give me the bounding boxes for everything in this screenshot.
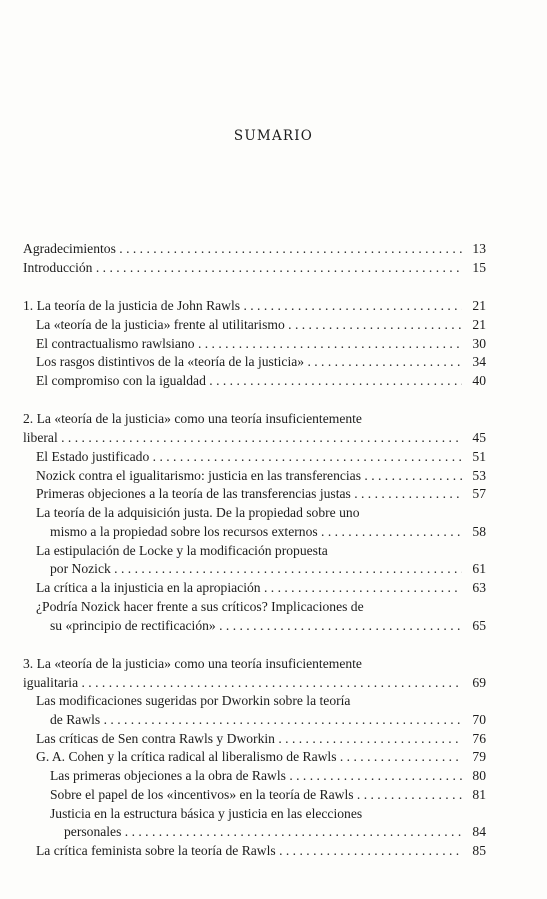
toc-entry-text: 1. La teoría de la justicia de John Rawls . . . (23, 297, 462, 315)
toc-entry-text: 2. La «teoría de la justicia» como una teoría insuficientemente (23, 411, 362, 426)
toc-entry (0, 259, 547, 277)
toc-entry-page: 21 (472, 317, 486, 332)
toc-entry (0, 467, 547, 485)
toc-entry-page: 61 (472, 561, 486, 576)
toc-entry-page: 69 (472, 675, 486, 690)
toc-entry-text: Introducción . . . (23, 259, 462, 277)
toc-entry-text: La crítica a la injusticia en la apropiación . . . (36, 579, 462, 597)
toc-chapter-heading (0, 297, 547, 315)
toc-entry-text: La «teoría de la justicia» frente al utilitarismo . . . (36, 316, 462, 334)
toc-entry (0, 617, 547, 635)
toc-entry-text: Agradecimientos . . . (23, 240, 462, 258)
toc-entry (0, 692, 547, 710)
toc-entry-text: G. A. Cohen y la crítica radical al liberalismo de Rawls . . . (36, 748, 462, 766)
toc-chapter-heading (0, 410, 547, 428)
toc-entry-page: 40 (472, 373, 486, 388)
toc-entry (0, 485, 547, 503)
toc-entry-page: 57 (472, 486, 486, 501)
toc-entry (0, 786, 547, 804)
toc-entry-page: 13 (472, 241, 486, 256)
toc-entry-page: 65 (472, 618, 486, 633)
toc-entry (0, 674, 547, 692)
toc-entry-text: su «principio de rectificación» . . . (50, 617, 462, 635)
toc-entry-page: 76 (472, 731, 486, 746)
toc-entry-page: 63 (472, 580, 486, 595)
toc-entry-text: mismo a la propiedad sobre los recursos externos . . . (50, 523, 462, 541)
toc-entry (0, 448, 547, 466)
toc-entry (0, 767, 547, 785)
toc-entry-text: La crítica feminista sobre la teoría de Rawls . . . (36, 842, 462, 860)
toc-entry (0, 372, 547, 390)
toc-entry-page: 85 (472, 843, 486, 858)
toc-entry-text: Primeras objeciones a la teoría de las transferencias justas . . . (36, 485, 462, 503)
toc-entry-text: Las críticas de Sen contra Rawls y Dworkin . . . (36, 730, 462, 748)
toc-entry-text: Justicia en la estructura básica y justicia en las elecciones (50, 806, 363, 821)
toc-entry-text: Sobre el papel de los «incentivos» en la teoría de Rawls . . . (50, 786, 462, 804)
toc-entry (0, 542, 547, 560)
toc-entry-text: Las modificaciones sugeridas por Dworkin sobre la teoría (36, 693, 351, 708)
toc-entry-text: El contractualismo rawlsiano . . . (36, 335, 462, 353)
toc-entry (0, 598, 547, 616)
toc-entry (0, 730, 547, 748)
toc-entry-text: El Estado justificado . . . (36, 448, 462, 466)
toc-entry-text: La estipulación de Locke y la modificación propuesta (36, 543, 328, 558)
toc-entry (0, 579, 547, 597)
toc-entry-page: 15 (472, 260, 486, 275)
toc-entry (0, 711, 547, 729)
toc-entry-page: 30 (472, 336, 486, 351)
toc-entry-page: 21 (472, 298, 486, 313)
toc-entry-page: 45 (472, 430, 486, 445)
toc-entry-page: 34 (472, 354, 486, 369)
toc-entry (0, 353, 547, 371)
toc-entry-text: 3. La «teoría de la justicia» como una teoría insuficientemente (23, 656, 362, 671)
toc-entry-page: 51 (472, 449, 486, 464)
toc-entry (0, 842, 547, 860)
toc-entry (0, 429, 547, 447)
toc-entry-text: ¿Podría Nozick hacer frente a sus críticos? Implicaciones de (36, 599, 364, 614)
toc-entry-page: 58 (472, 524, 486, 539)
toc-entry (0, 504, 547, 522)
toc-entry (0, 335, 547, 353)
toc-entry-text: Las primeras objeciones a la obra de Rawls . . . (50, 767, 462, 785)
toc-entry-page: 79 (472, 749, 486, 764)
page-title: SUMARIO (233, 128, 314, 144)
toc-entry-page: 53 (472, 468, 486, 483)
toc-entry-text: liberal . . . (23, 429, 462, 447)
toc-entry (0, 523, 547, 541)
toc-entry (0, 748, 547, 766)
toc-entry-page: 70 (472, 712, 486, 727)
toc-entry (0, 823, 547, 841)
toc-entry-text: por Nozick . . . (50, 560, 462, 578)
toc-entry (0, 805, 547, 823)
toc-entry-text: de Rawls . . . (50, 711, 462, 729)
toc-entry-text: Nozick contra el igualitarismo: justicia en las transferencias . . . (36, 467, 462, 485)
toc-entry (0, 240, 547, 258)
toc-entry-text: El compromiso con la igualdad . . . (36, 372, 462, 390)
toc-entry-text: igualitaria . . . (23, 674, 462, 692)
toc-chapter-heading (0, 655, 547, 673)
toc-entry-page: 80 (472, 768, 486, 783)
toc-entry-page: 84 (472, 824, 486, 839)
toc-entry-text: La teoría de la adquisición justa. De la propiedad sobre uno (36, 505, 360, 520)
toc-entry (0, 316, 547, 334)
toc-entry-page: 81 (472, 787, 486, 802)
toc-entry-text: personales . . . (64, 823, 462, 841)
toc-entry (0, 560, 547, 578)
toc-entry-text: Los rasgos distintivos de la «teoría de la justicia» . . . (36, 353, 462, 371)
